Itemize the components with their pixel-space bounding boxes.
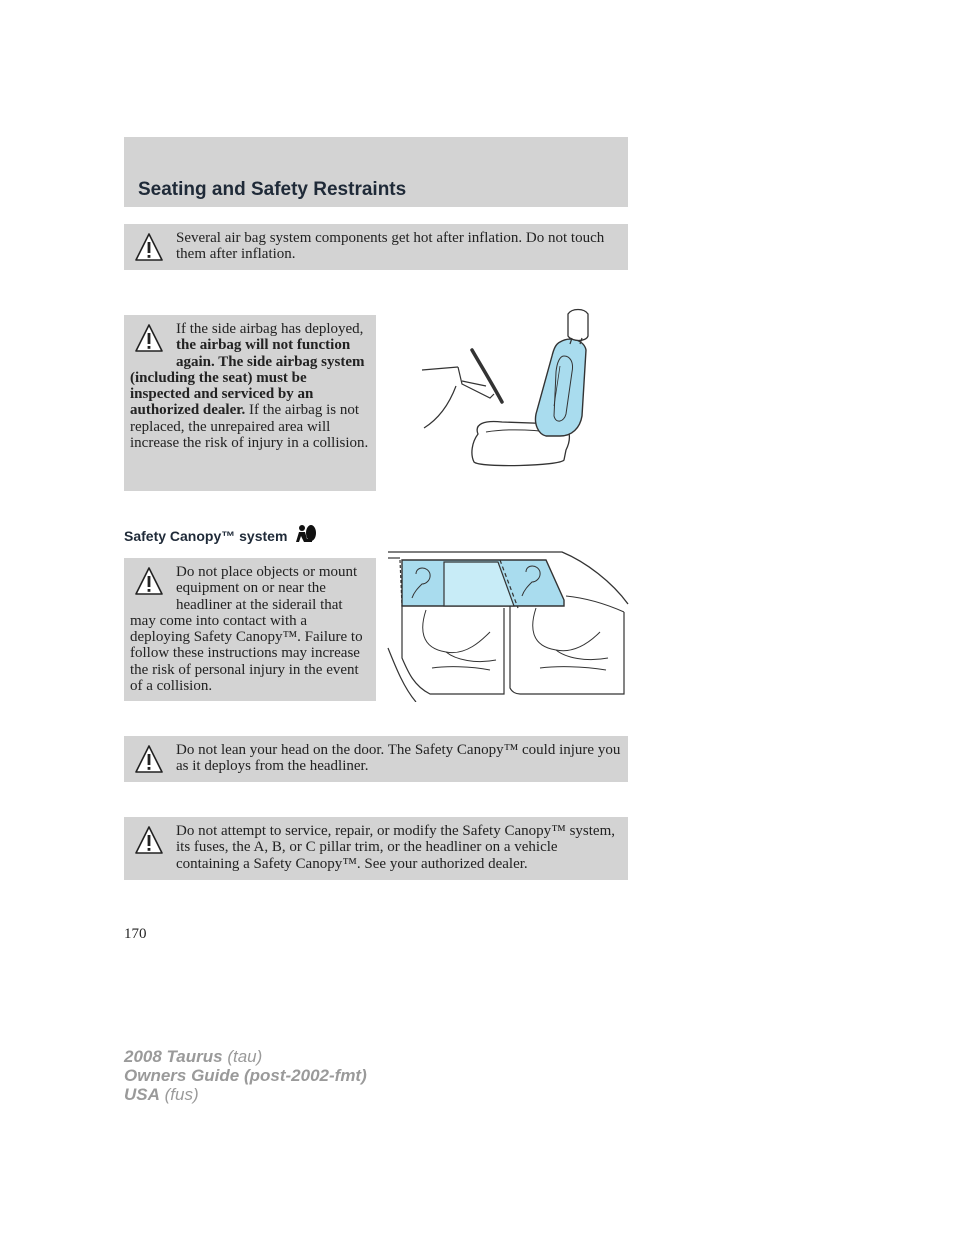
warning-box-headliner-objects (124, 558, 376, 701)
warning-box-service-canopy (124, 817, 628, 880)
warning-triangle-icon (134, 232, 164, 264)
warning-triangle-icon (134, 566, 164, 598)
safety-canopy-icon (293, 524, 317, 546)
warning-box-side-airbag (124, 315, 376, 491)
footer-market-code: (fus) (159, 1085, 199, 1104)
warning-text: If the side airbag has deployed, (176, 321, 364, 337)
section-header-band (124, 137, 628, 207)
page-number: 170 (124, 926, 147, 942)
page-title: Seating and Safety Restraints (138, 179, 407, 200)
warning-triangle-icon (134, 825, 164, 857)
document-footer (124, 1047, 367, 1104)
side-airbag-seat-illustration (420, 306, 595, 471)
warning-text: If the airbag is not replaced, the unrepaired area will increase the risk of injury in a collision. (130, 402, 369, 452)
warning-text: Several air bag system components get hot after inflation. Do not touch them after inflation. (176, 230, 605, 263)
footer-model-code: (tau) (222, 1047, 263, 1066)
warning-triangle-icon (134, 744, 164, 776)
footer-market: USA (124, 1085, 160, 1104)
warning-box-hot-components (124, 224, 628, 270)
warning-box-door-head (124, 736, 628, 782)
footer-guide: Owners Guide (post-2002-fmt) (124, 1066, 367, 1085)
warning-text: Do not attempt to service, repair, or modify the Safety Canopy™ system, its fuses, the A, B, or C pillar trim, or the headliner on a vehicle containing a Safety Canopy™. See your authorized dealer. (176, 823, 615, 872)
footer-model: 2008 Taurus (124, 1047, 223, 1066)
section-heading-text: Safety Canopy™ system (124, 528, 288, 544)
warning-text: Do not lean your head on the door. The Safety Canopy™ could injure you as it deploys from the headliner. (176, 742, 621, 775)
section-heading-safety-canopy (124, 524, 317, 546)
warning-triangle-icon (134, 323, 164, 355)
warning-text: Do not place objects or mount equipment on or near the headliner at the siderail that may come into contact with a deploying Safety Canopy™. Failure to follow these instructions may increase the risk of personal injury in the event of a collision. (130, 564, 363, 695)
safety-canopy-vehicle-illustration (386, 548, 632, 702)
warning-text-bold: the airbag will not function again. The side airbag system (including the seat) must be inspected and serviced by an authorized dealer. (130, 337, 365, 419)
